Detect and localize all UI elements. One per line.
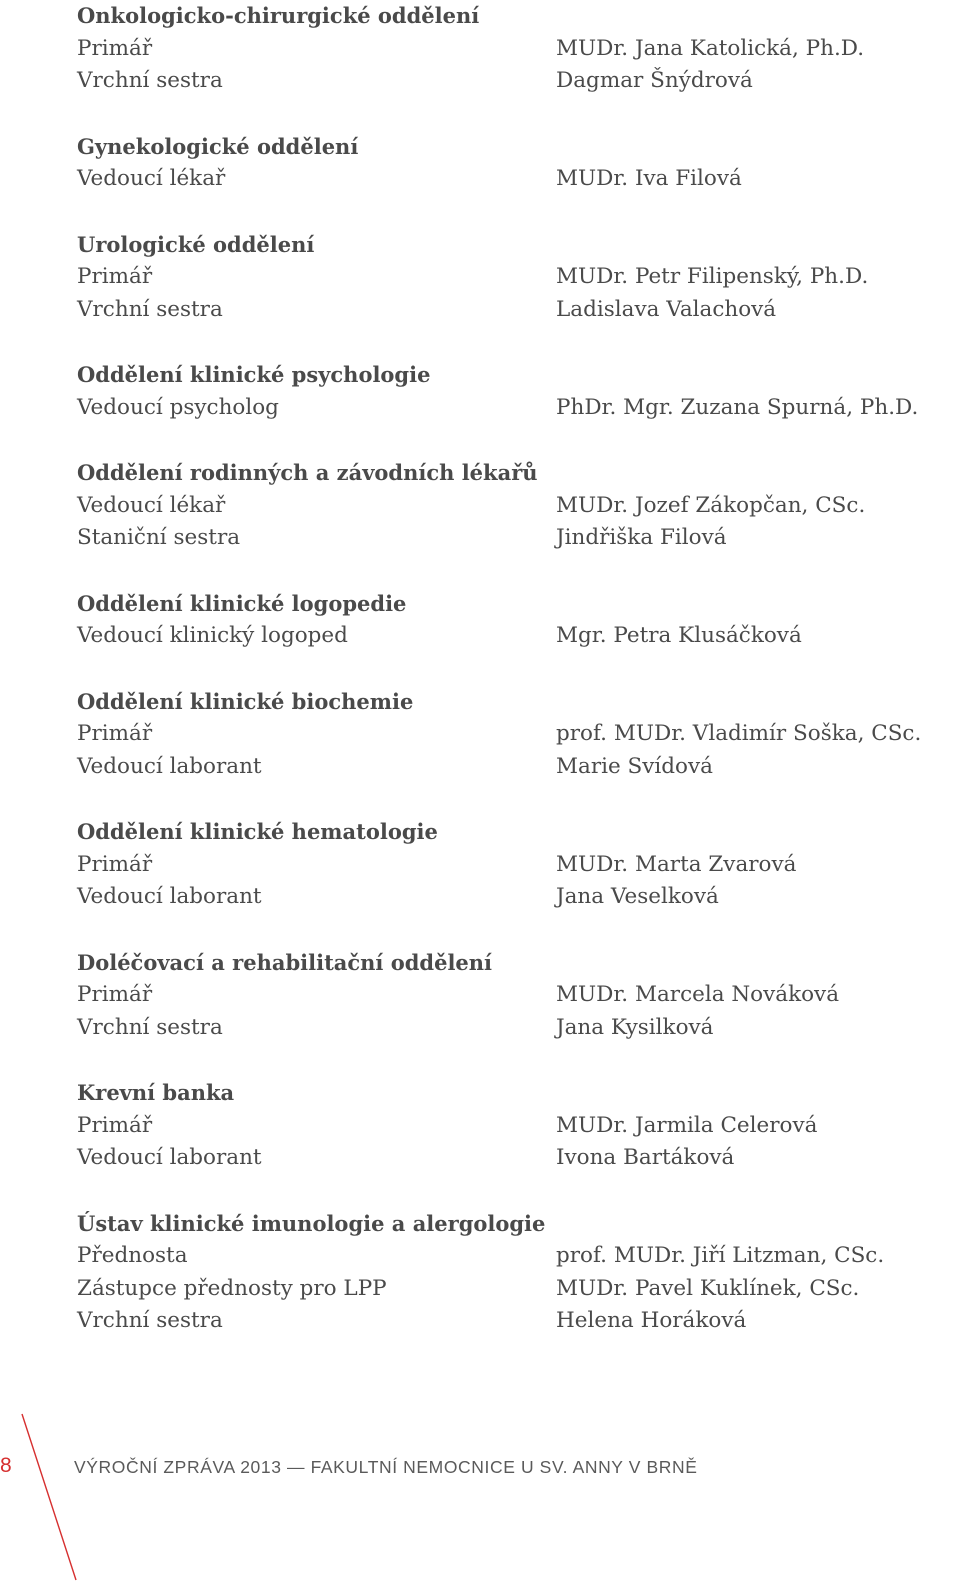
staff-name: Jana Kysilková bbox=[556, 1014, 714, 1040]
staff-row bbox=[77, 1305, 957, 1338]
staff-name: Mgr. Petra Klusáčková bbox=[556, 623, 802, 648]
staff-row bbox=[77, 522, 957, 555]
staff-name: MUDr. Marta Zvarová bbox=[556, 851, 797, 877]
staff-row bbox=[77, 65, 957, 98]
department-section bbox=[77, 686, 957, 784]
staff-role: Vedoucí laborant bbox=[77, 753, 262, 779]
staff-row bbox=[77, 261, 957, 294]
staff-row bbox=[77, 718, 957, 751]
staff-role: Zástupce přednosty pro LPP bbox=[77, 1275, 387, 1301]
staff-name: MUDr. Jozef Zákopčan, CSc. bbox=[556, 492, 866, 518]
staff-role: Primář bbox=[77, 982, 153, 1007]
staff-role: Přednosta bbox=[77, 1243, 188, 1268]
staff-name: MUDr. Iva Filová bbox=[556, 166, 742, 191]
staff-role: Vrchní sestra bbox=[77, 296, 223, 322]
staff-role: Vrchní sestra bbox=[77, 1014, 223, 1040]
staff-role: Vedoucí klinický logoped bbox=[77, 623, 348, 648]
staff-role: Staniční sestra bbox=[77, 525, 241, 550]
staff-row bbox=[77, 163, 957, 196]
staff-row bbox=[77, 620, 957, 653]
staff-name: prof. MUDr. Vladimír Soška, CSc. bbox=[556, 721, 922, 746]
page-number: 8 bbox=[0, 1454, 12, 1477]
staff-row bbox=[77, 1142, 957, 1175]
staff-role: Vedoucí laborant bbox=[77, 884, 262, 909]
footer-slash-decoration bbox=[0, 1410, 80, 1582]
department-title: Oddělení klinické logopedie bbox=[77, 590, 407, 616]
department-title: Oddělení rodinných a závodních lékařů bbox=[77, 460, 538, 485]
department-section bbox=[77, 1208, 957, 1338]
staff-row bbox=[77, 849, 957, 882]
staff-name: Helena Horáková bbox=[556, 1308, 747, 1333]
staff-name: MUDr. Jarmila Celerová bbox=[556, 1112, 818, 1138]
staff-row bbox=[77, 294, 957, 327]
department-section bbox=[77, 947, 957, 1045]
department-section bbox=[77, 457, 957, 555]
staff-row bbox=[77, 1240, 957, 1273]
staff-name: Dagmar Šnýdrová bbox=[556, 68, 753, 93]
staff-name: MUDr. Marcela Nováková bbox=[556, 982, 840, 1007]
department-section bbox=[77, 816, 957, 914]
department-title: Oddělení klinické hematologie bbox=[77, 819, 438, 844]
footer-title: VÝROČNÍ ZPRÁVA 2013 — FAKULTNÍ NEMOCNICE U SV. ANNY V BRNĚ bbox=[74, 1457, 698, 1477]
staff-name: Ladislava Valachová bbox=[556, 296, 777, 322]
staff-name: Jindřiška Filová bbox=[556, 525, 727, 550]
staff-role: Primář bbox=[77, 851, 153, 877]
department-section bbox=[77, 1077, 957, 1175]
staff-name: PhDr. Mgr. Zuzana Spurná, Ph.D. bbox=[556, 394, 919, 420]
staff-role: Vrchní sestra bbox=[77, 68, 223, 93]
department-title: Oddělení klinické biochemie bbox=[77, 688, 414, 714]
department-title: Gynekologické oddělení bbox=[77, 133, 359, 159]
staff-row bbox=[77, 392, 957, 425]
staff-name: Ivona Bartáková bbox=[556, 1145, 735, 1170]
staff-row bbox=[77, 1012, 957, 1045]
department-section bbox=[77, 359, 957, 424]
staff-name: Marie Svídová bbox=[556, 753, 713, 779]
staff-name: MUDr. Pavel Kuklínek, CSc. bbox=[556, 1275, 860, 1301]
department-section bbox=[77, 229, 957, 327]
staff-role: Primář bbox=[77, 1112, 153, 1138]
staff-row bbox=[77, 979, 957, 1012]
staff-role: Vedoucí laborant bbox=[77, 1145, 262, 1170]
department-section bbox=[77, 0, 957, 98]
staff-role: Primář bbox=[77, 264, 153, 289]
department-title: Onkologicko-chirurgické oddělení bbox=[77, 3, 480, 28]
staff-row bbox=[77, 33, 957, 66]
staff-role: Vedoucí lékař bbox=[77, 492, 226, 518]
department-section bbox=[77, 131, 957, 196]
department-title: Urologické oddělení bbox=[77, 231, 315, 257]
department-title: Oddělení klinické psychologie bbox=[77, 362, 431, 387]
staff-row bbox=[77, 1273, 957, 1306]
staff-row bbox=[77, 881, 957, 914]
staff-row bbox=[77, 751, 957, 784]
department-directory bbox=[77, 0, 957, 1371]
staff-row bbox=[77, 1110, 957, 1143]
staff-role: Vedoucí lékař bbox=[77, 166, 226, 191]
staff-role: Vedoucí psycholog bbox=[77, 394, 279, 420]
staff-row bbox=[77, 490, 957, 523]
staff-name: MUDr. Jana Katolická, Ph.D. bbox=[556, 35, 865, 61]
staff-role: Primář bbox=[77, 35, 153, 61]
staff-name: prof. MUDr. Jiří Litzman, CSc. bbox=[556, 1243, 885, 1268]
department-title: Ústav klinické imunologie a alergologie bbox=[77, 1210, 546, 1236]
department-section bbox=[77, 588, 957, 653]
staff-name: Jana Veselková bbox=[556, 884, 719, 909]
department-title: Doléčovací a rehabilitační oddělení bbox=[77, 949, 493, 975]
staff-role: Primář bbox=[77, 721, 153, 746]
staff-name: MUDr. Petr Filipenský, Ph.D. bbox=[556, 264, 869, 289]
department-title: Krevní banka bbox=[77, 1080, 235, 1105]
staff-role: Vrchní sestra bbox=[77, 1308, 223, 1333]
